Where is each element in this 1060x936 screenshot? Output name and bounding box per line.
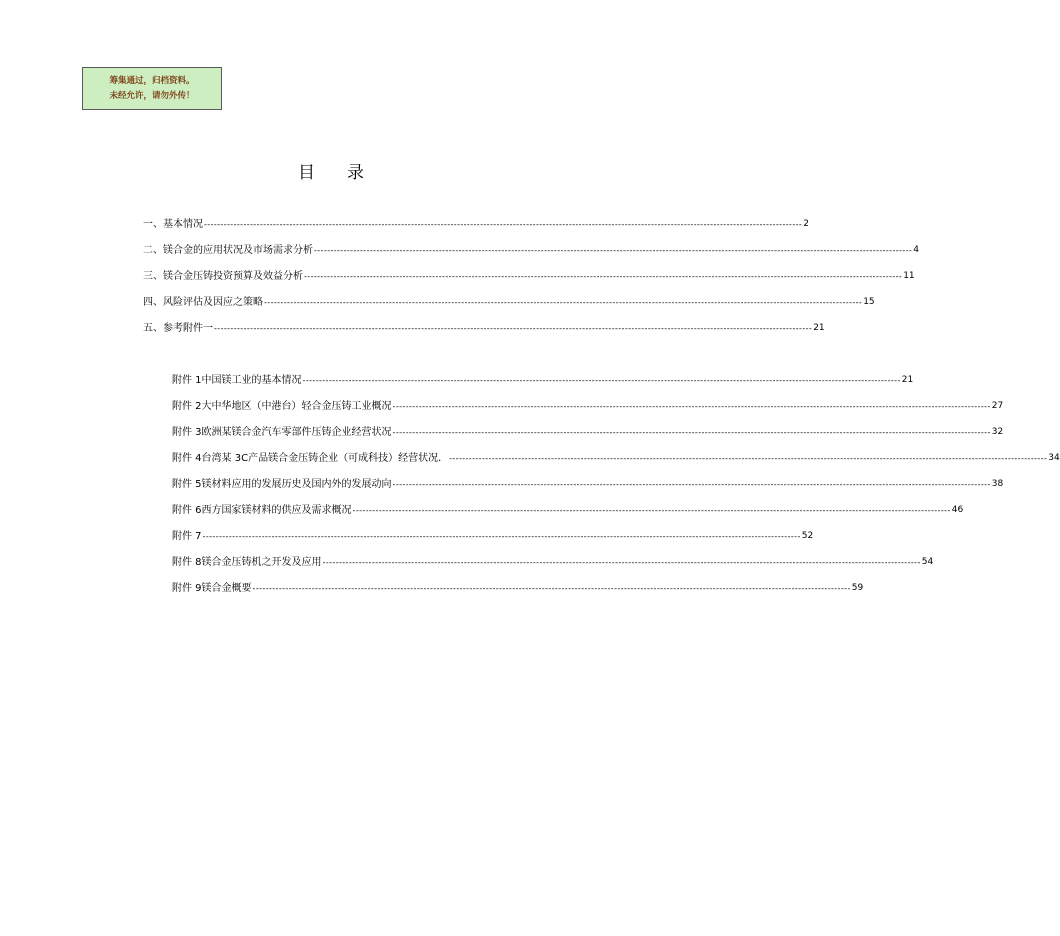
toc-entry-label: 镁合金压铸投资预算及效益分析	[163, 271, 303, 282]
toc-entry-page: 4	[913, 245, 919, 255]
toc-entry-number: 附件 1	[172, 375, 202, 386]
toc-leader: --------------------------------------------------------------------------------------------------------------------------------------------------------------------------------------	[392, 480, 991, 489]
toc-leader: --------------------------------------------------------------------------------------------------------------------------------------------------------------------------------------	[392, 402, 991, 411]
toc-entry-page: 52	[801, 531, 814, 541]
toc-appendix-entry[interactable]	[172, 452, 1060, 465]
toc-leader: --------------------------------------------------------------------------------------------------------------------------------------------------------------------------------------	[314, 246, 913, 255]
toc-entry-number: 三、	[143, 271, 163, 282]
toc-leader: --------------------------------------------------------------------------------------------------------------------------------------------------------------------------------------	[202, 532, 801, 541]
toc-entry-label: 基本情况	[163, 219, 203, 230]
toc-leader: --------------------------------------------------------------------------------------------------------------------------------------------------------------------------------------	[204, 220, 803, 229]
toc-entry[interactable]	[143, 322, 825, 335]
toc-entry-page: 27	[991, 401, 1004, 411]
toc-entry-number: 附件 2	[172, 401, 202, 412]
toc-entry-page: 21	[813, 323, 825, 333]
toc-entry-page: 46	[951, 505, 964, 515]
title-char: 目	[298, 163, 315, 183]
toc-appendix-entry[interactable]	[172, 530, 814, 543]
toc-title	[0, 158, 662, 183]
toc-leader: --------------------------------------------------------------------------------------------------------------------------------------------------------------------------------------	[352, 506, 951, 515]
notice-line-2: 未经允许，请勿外传！	[109, 90, 195, 101]
toc-entry[interactable]	[143, 270, 915, 283]
toc-entry-page: 21	[901, 375, 914, 385]
toc-entry-label: 镁合金的应用状况及市场需求分析	[163, 245, 313, 256]
toc-entry-page: 32	[991, 427, 1004, 437]
toc-leader: --------------------------------------------------------------------------------------------------------------------------------------------------------------------------------------	[264, 298, 863, 307]
toc-entry[interactable]	[143, 244, 919, 257]
toc-appendix-entry[interactable]	[172, 504, 964, 517]
toc-leader: --------------------------------------------------------------------------------------------------------------------------------------------------------------------------------------	[214, 324, 813, 333]
toc-entry-number: 附件 4	[172, 453, 202, 464]
toc-entry-page: 54	[921, 557, 934, 567]
toc-entry-page: 59	[851, 583, 864, 593]
toc-entry-label: 参考附件一	[163, 323, 213, 334]
toc-appendix-entry[interactable]	[172, 400, 1004, 413]
toc-entry-number: 附件 5	[172, 479, 202, 490]
toc-entry-label: 大中华地区（中港台）轻合金压铸工业概况	[201, 401, 392, 412]
toc-entry-number: 五、	[143, 323, 163, 334]
toc-entry-page: 15	[863, 297, 875, 307]
toc-entry-page: 34	[1048, 453, 1060, 463]
toc-entry-page: 38	[991, 479, 1004, 489]
toc-entry[interactable]	[143, 296, 875, 309]
toc-entry-label: 中国镁工业的基本情况	[201, 375, 302, 386]
toc-appendix-entry[interactable]	[172, 374, 914, 387]
toc-entry-label: 欧洲某镁合金汽车零部件压铸企业经营状况	[201, 427, 392, 438]
toc-entry-label: 西方国家镁材料的供应及需求概况	[201, 505, 352, 516]
toc-entry-label: 镁合金压铸机之开发及应用	[201, 557, 322, 568]
toc-leader: --------------------------------------------------------------------------------------------------------------------------------------------------------------------------------------	[302, 376, 901, 385]
toc-entry-label: 台湾某 3C产品镁合金压铸企业（可成科技）经营状况．	[201, 453, 449, 464]
title-char: 录	[347, 163, 364, 183]
toc-entry[interactable]	[143, 218, 809, 231]
toc-entry-number: 附件 9	[172, 583, 202, 594]
confidential-notice	[82, 67, 222, 110]
toc-leader: --------------------------------------------------------------------------------------------------------------------------------------------------------------------------------------	[252, 584, 851, 593]
toc-entry-label: 镁合金概要	[201, 583, 252, 594]
toc-appendix-entry[interactable]	[172, 426, 1004, 439]
toc-leader: --------------------------------------------------------------------------------------------------------------------------------------------------------------------------------------	[304, 272, 903, 281]
toc-entry-page: 2	[803, 219, 809, 229]
toc-appendix-entry[interactable]	[172, 556, 934, 569]
toc-entry-number: 附件 7	[172, 531, 202, 542]
toc-entry-label: 风险评估及因应之策略	[163, 297, 263, 308]
toc-leader: --------------------------------------------------------------------------------------------------------------------------------------------------------------------------------------	[392, 428, 991, 437]
toc-leader: --------------------------------------------------------------------------------------------------------------------------------------------------------------------------------------	[322, 558, 921, 567]
toc-entry-number: 一、	[143, 219, 163, 230]
toc-entry-label: 镁材料应用的发展历史及国内外的发展动向	[201, 479, 392, 490]
toc-entry-page: 11	[903, 271, 915, 281]
toc-entry-number: 二、	[143, 245, 163, 256]
notice-line-1: 筹集通过，归档资料。	[109, 75, 195, 86]
toc-entry-number: 四、	[143, 297, 163, 308]
toc-appendix-entry[interactable]	[172, 582, 864, 595]
toc-entry-number: 附件 8	[172, 557, 202, 568]
toc-leader: --------------------------------------------------------------------------------------------------------------------------------------------------------------------------------------	[449, 454, 1048, 463]
toc-appendix-entry[interactable]	[172, 478, 1004, 491]
toc-entry-number: 附件 6	[172, 505, 202, 516]
toc-entry-number: 附件 3	[172, 427, 202, 438]
